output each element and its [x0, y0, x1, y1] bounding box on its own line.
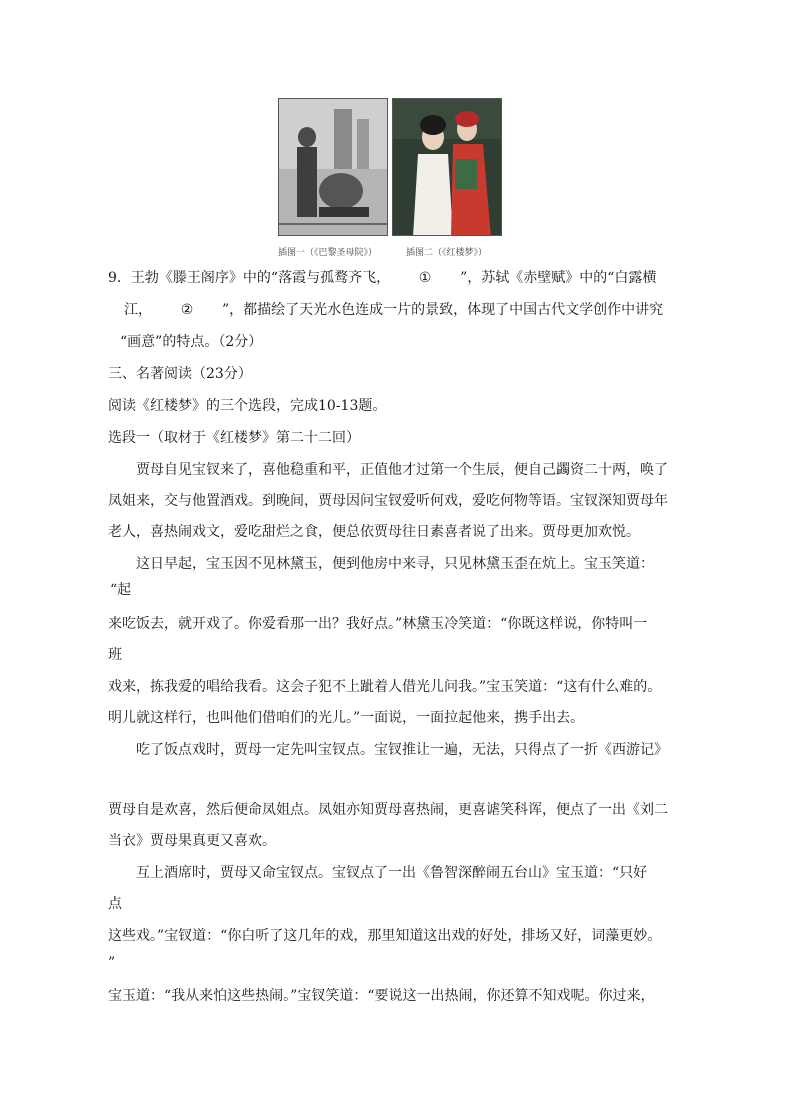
- text-line: 班: [108, 647, 122, 663]
- q9-text-a: 9．王勃《滕王阁序》中的“落霞与孤鹜齐飞，: [108, 270, 391, 286]
- text-line: 明儿就这样行，也叫他们借咱们的光儿。”一面说，一面拉起他来，携手出去。: [108, 710, 585, 726]
- text-line: 当衣》贾母果真更又喜欢。: [108, 833, 276, 849]
- blank-1: ①: [418, 270, 432, 286]
- q9-text-d: ”，都描绘了天光水色连成一片的景致，体现了中国古代文学创作中讲究: [222, 302, 664, 318]
- question-9-line-2: [124, 300, 663, 320]
- figure-caption-2: 插图二（《红楼梦》）: [406, 248, 488, 258]
- text-line: 这些戏。”宝钗道：“你白听了这几年的戏，那里知道这出戏的好处，排场又好，词藻更妙。: [108, 928, 662, 944]
- excerpt-title: 选段一（取材于《红楼梦》第二十二回）: [108, 430, 360, 446]
- text-line: 贾母自见宝钗来了，喜他稳重和平，正值他才过第一个生辰，便自己蠲资二十两，唤了: [136, 462, 668, 478]
- question-9-line-3: “画意”的特点。（2分）: [120, 334, 263, 350]
- text-line: 老人，喜热闹戏文，爱吃甜烂之食，便总依贾母往日素喜者说了出来。贾母更加欢悦。: [108, 524, 640, 540]
- figure-caption-1: 插图一（《巴黎圣母院》）: [278, 248, 378, 258]
- q9-text-b: ”，苏轼《赤壁赋》中的“白露横: [460, 270, 657, 286]
- text-line: 凤姐来，交与他置酒戏。到晚间，贾母因问宝钗爱听何戏，爱吃何物等语。宝钗深知贾母年: [108, 493, 668, 509]
- text-line: 来吃饭去，就开戏了。你爱看那一出？我好点。”林黛玉冷笑道：“你既这样说，你特叫一: [108, 616, 648, 632]
- text-line: “起: [110, 582, 132, 598]
- illustration-dream-red-chamber: [392, 98, 502, 236]
- question-9-line-1: [108, 268, 656, 288]
- text-line: 这日早起，宝玉因不见林黛玉，便到他房中来寻，只见林黛玉歪在炕上。宝玉笑道：: [136, 556, 654, 572]
- illustration-notre-dame: [278, 98, 388, 236]
- q9-text-c: 江，: [124, 302, 152, 318]
- text-line: 宝玉道：“我从来怕这些热闹。”宝钗笑道：“要说这一出热闹，你还算不知戏呢。你过来，: [108, 988, 655, 1004]
- text-line: 点: [108, 896, 122, 912]
- illustrations: [278, 98, 502, 260]
- reading-instruction: 阅读《红楼梦》的三个选段，完成10-13题。: [108, 398, 387, 414]
- text-line: 互上酒席时，贾母又命宝钗点。宝钗点了一出《鲁智深醉闹五台山》宝玉道：“只好: [136, 865, 648, 881]
- text-line: ”: [108, 955, 116, 971]
- text-line: 吃了饭点戏时，贾母一定先叫宝钗点。宝钗推让一遍，无法，只得点了一折《西游记》: [136, 742, 668, 758]
- text-line: 戏来，拣我爱的唱给我看。这会子犯不上跐着人借光儿问我。”宝玉笑道：“这有什么难的。: [108, 679, 662, 695]
- text-line: 贾母自是欢喜，然后便命凤姐点。凤姐亦知贾母喜热闹，更喜谑笑科诨，便点了一出《刘二: [108, 802, 668, 818]
- blank-2: ②: [180, 302, 194, 318]
- section-3-title: 三、名著阅读（23分）: [108, 366, 252, 382]
